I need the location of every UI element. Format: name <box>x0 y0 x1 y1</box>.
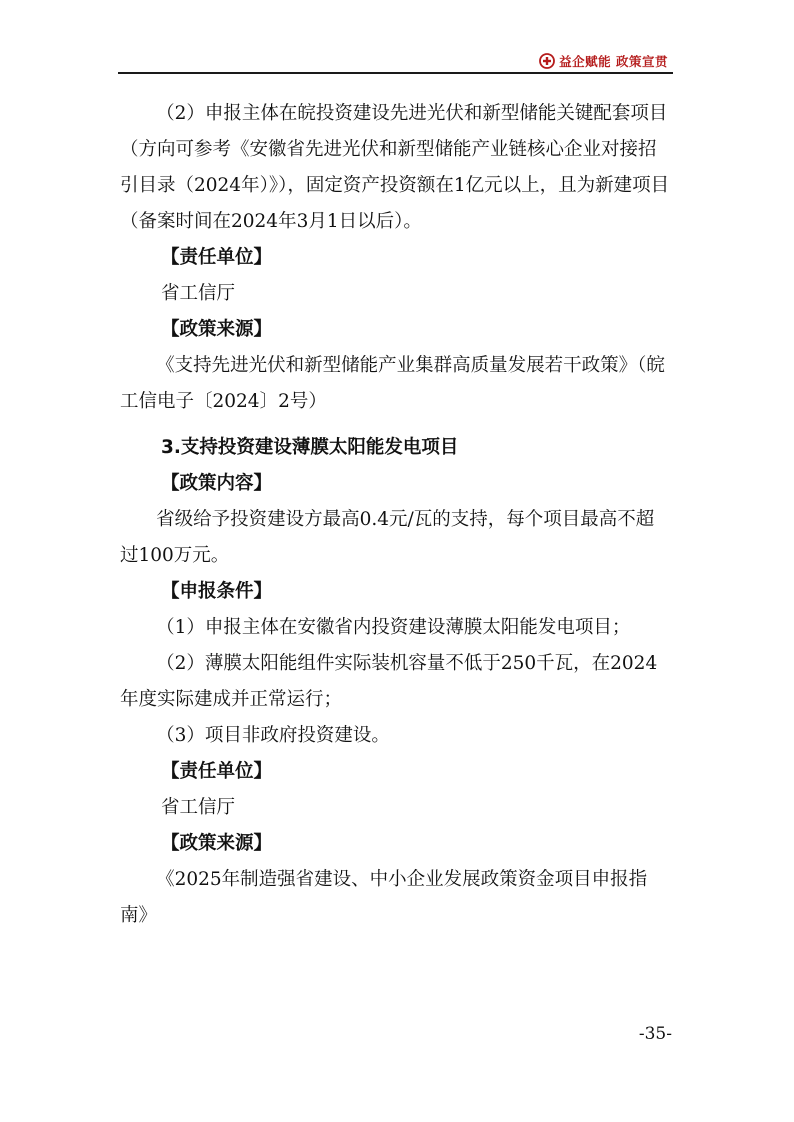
responsible-unit-text: 省工信厅 <box>161 283 236 304</box>
responsible-unit-heading-2: 【责任单位】 <box>161 761 273 782</box>
policy-source-heading: 【政策来源】 <box>161 319 273 340</box>
header-logo <box>539 52 668 70</box>
header-logo-text: 益企赋能 政策宣贯 <box>559 54 668 69</box>
responsible-unit-heading: 【责任单位】 <box>161 247 273 268</box>
application-conditions-heading: 【申报条件】 <box>161 581 273 602</box>
policy-content-heading: 【政策内容】 <box>161 473 273 494</box>
condition-1-text: （1）申报主体在安徽省内投资建设薄膜太阳能发电项目； <box>156 617 631 638</box>
policy-source-text-2: 《2025年制造强省建设、中小企业发展政策资金项目申报指南》 <box>120 869 648 926</box>
condition-3-text: （3）项目非政府投资建设。 <box>156 725 390 746</box>
header-divider <box>118 72 673 74</box>
policy-source-text: 《支持先进光伏和新型储能产业集群高质量发展若干政策》（皖工信电子〔2024〕2号） <box>120 355 665 412</box>
section-3-title: 3.支持投资建设薄膜太阳能发电项目 <box>161 437 459 458</box>
policy-content-text: 省级给予投资建设方最高0.4元/瓦的支持，每个项目最高不超过100万元。 <box>120 509 655 566</box>
page-number: -35- <box>638 1024 672 1044</box>
logo-emblem-icon <box>539 53 555 69</box>
policy-source-heading-2: 【政策来源】 <box>161 833 273 854</box>
condition-2-text: （2）薄膜太阳能组件实际装机容量不低于250千瓦，在2024年度实际建成并正常运行； <box>120 653 658 710</box>
document-body <box>120 96 672 934</box>
condition-2-paragraph: （2）申报主体在皖投资建设先进光伏和新型储能关键配套项目（方向可参考《安徽省先进光伏和新型储能产业链核心企业对接招引目录（2024年）》），固定资产投资额在1亿元以上，且为新建项目（备案时间在2024年3月1日以后）。 <box>120 103 670 232</box>
responsible-unit-text-2: 省工信厅 <box>161 797 236 818</box>
